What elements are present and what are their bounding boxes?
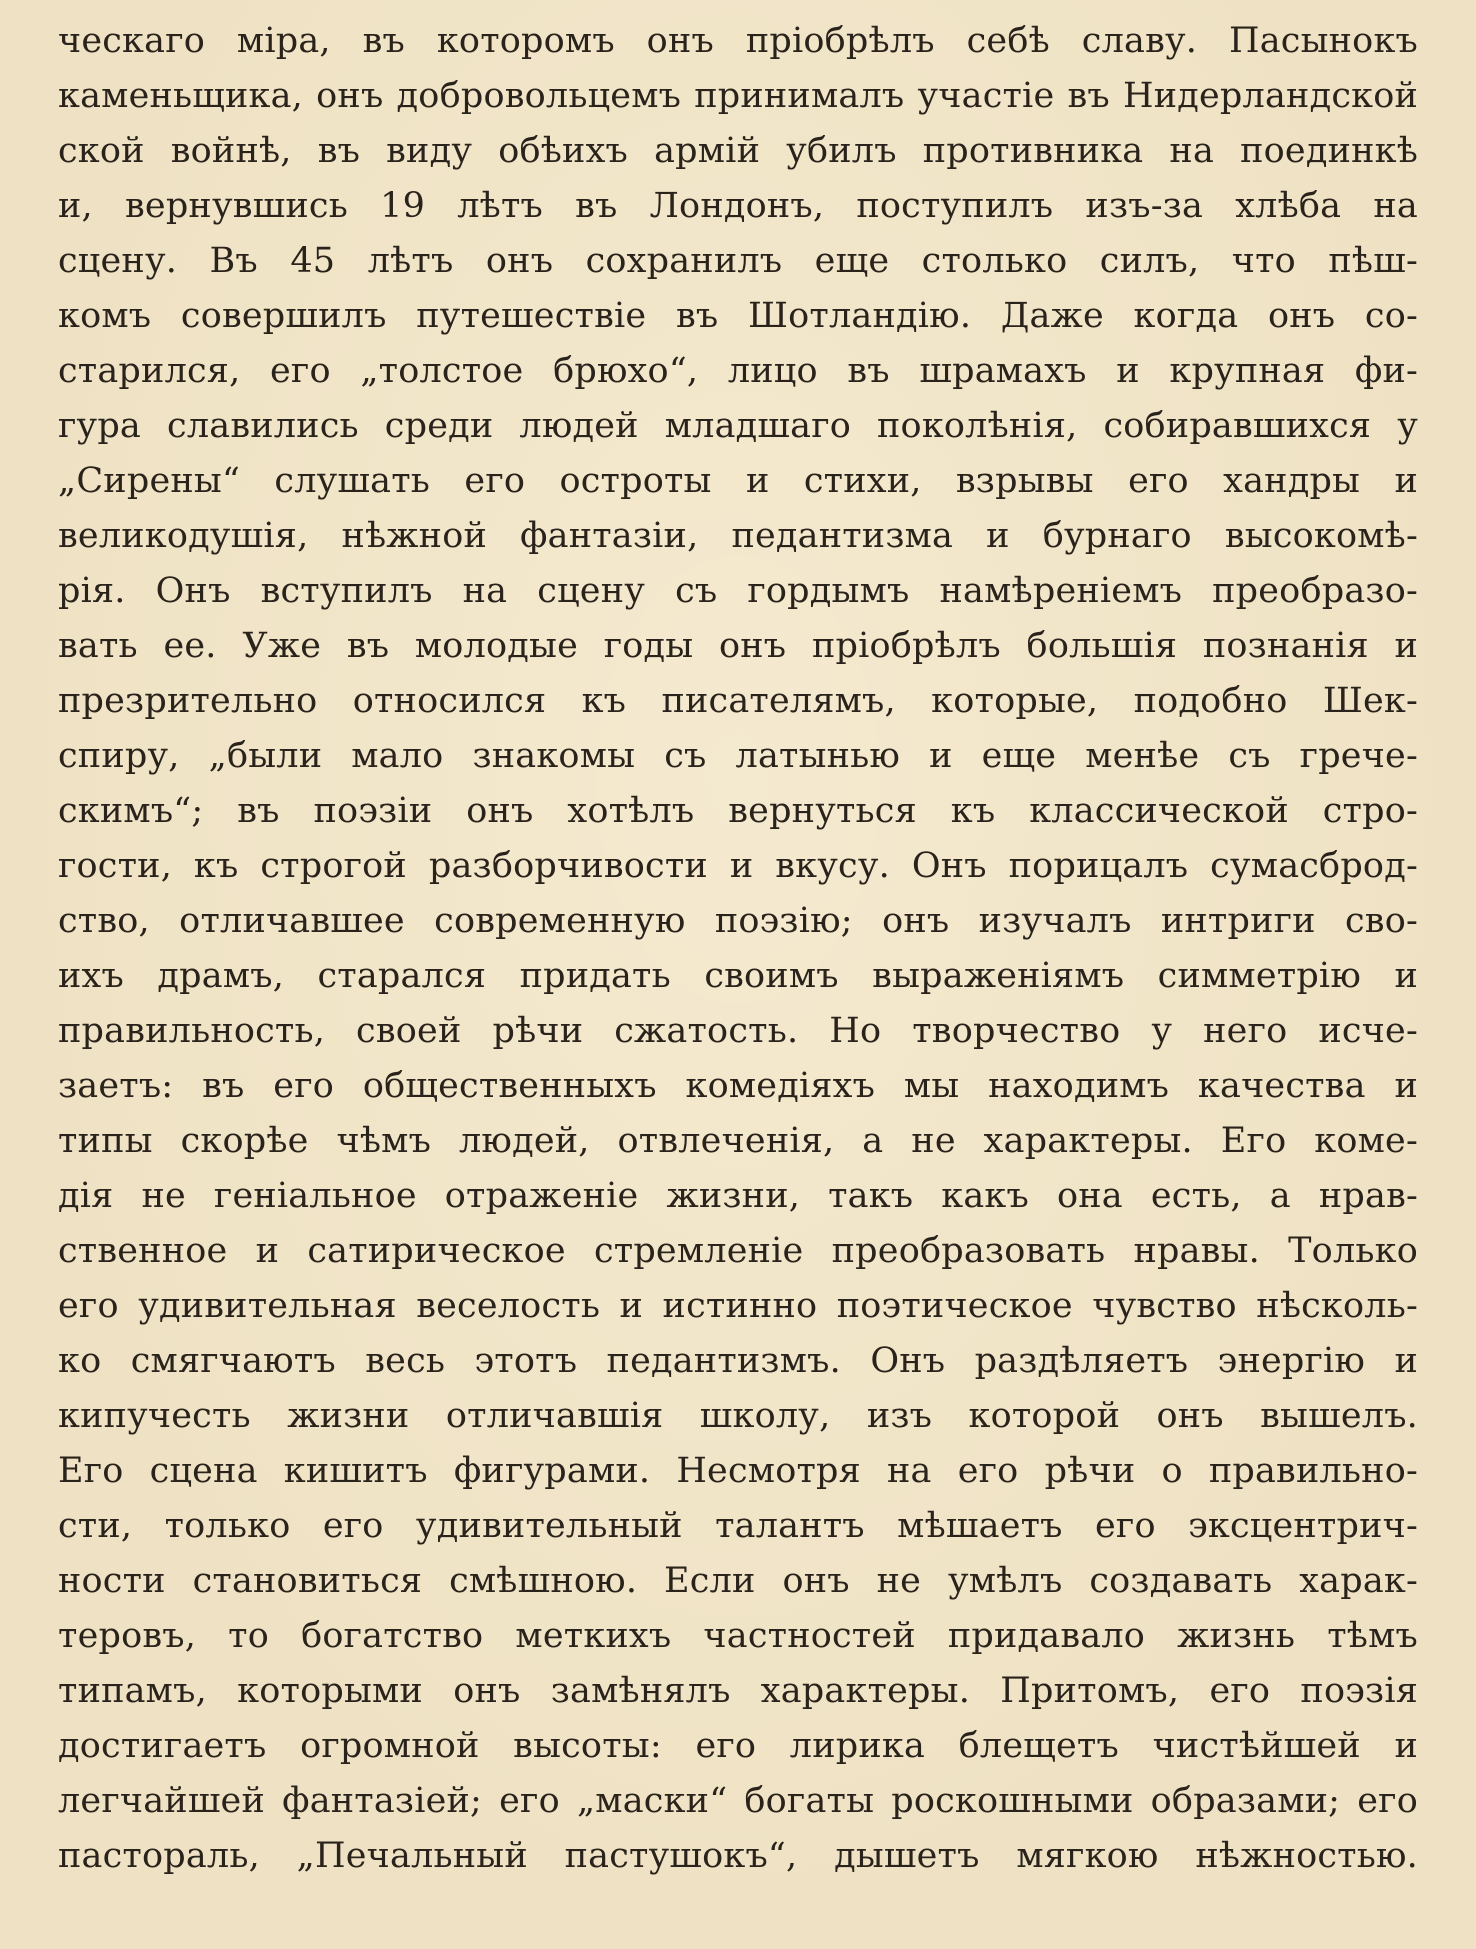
text-line: правильность, своей рѣчи сжатость. Но творчество у него исче- [58,1011,1418,1051]
text-line: ственное и сатирическое стремленіе преобразовать нравы. Только [58,1231,1418,1271]
text-line: теровъ, то богатство меткихъ частностей придавало жизнь тѣмъ [58,1616,1418,1656]
text-line: комъ совершилъ путешествіе въ Шотландію. Даже когда онъ со- [58,296,1418,336]
text-line: великодушія, нѣжной фантазіи, педантизма и бурнаго высокомѣ- [58,516,1418,556]
text-line: ческаго міра, въ которомъ онъ пріобрѣлъ себѣ славу. Пасынокъ [58,21,1418,61]
text-line: ихъ драмъ, старался придать своимъ выраженіямъ симметрію и [58,956,1418,996]
text-line: спиру, „были мало знакомы съ латынью и еще менѣе съ грече- [58,736,1418,776]
text-line: дія не геніальное отраженіе жизни, такъ какъ она есть, а нрав- [58,1176,1418,1216]
text-line: типамъ, которыми онъ замѣнялъ характеры. Притомъ, его поэзія [58,1671,1418,1711]
text-line: ство, отличавшее современную поэзію; онъ изучалъ интриги сво- [58,901,1418,941]
text-line: Его сцена кишитъ фигурами. Несмотря на его рѣчи о правильно- [58,1451,1418,1491]
text-line: достигаетъ огромной высоты: его лирика блещетъ чистѣйшей и [58,1726,1418,1766]
text-line: гости, къ строгой разборчивости и вкусу. Онъ порицалъ сумасброд- [58,846,1418,886]
text-line: каменьщика, онъ добровольцемъ принималъ участіе въ Нидерландской [58,76,1418,116]
body-text [58,14,1418,1884]
text-line: легчайшей фантазіей; его „маски“ богаты роскошными образами; его [58,1781,1418,1821]
text-line: ности становиться смѣшною. Если онъ не умѣлъ создавать харак- [58,1561,1418,1601]
text-line: сти, только его удивительный талантъ мѣшаетъ его эксцентрич- [58,1506,1418,1546]
text-line: сцену. Въ 45 лѣтъ онъ сохранилъ еще столько силъ, что пѣш- [58,241,1418,281]
text-line: типы скорѣе чѣмъ людей, отвлеченія, а не характеры. Его коме- [58,1121,1418,1161]
text-line: ко смягчаютъ весь этотъ педантизмъ. Онъ раздѣляетъ энергію и [58,1341,1418,1381]
text-line: его удивительная веселость и истинно поэтическое чувство нѣсколь- [58,1286,1418,1326]
text-line: кипучесть жизни отличавшія школу, изъ которой онъ вышелъ. [58,1396,1418,1436]
text-line: пастораль, „Печальный пастушокъ“, дышетъ мягкою нѣжностью. [58,1836,1418,1876]
text-line: заетъ: въ его общественныхъ комедіяхъ мы находимъ качества и [58,1066,1418,1106]
text-line: гура славились среди людей младшаго поколѣнія, собиравшихся у [58,406,1418,446]
text-line: вать ее. Уже въ молодые годы онъ пріобрѣлъ большія познанія и [58,626,1418,666]
text-line: ской войнѣ, въ виду обѣихъ армій убилъ противника на поединкѣ [58,131,1418,171]
text-line: скимъ“; въ поэзіи онъ хотѣлъ вернуться къ классической стро- [58,791,1418,831]
text-line: рія. Онъ вступилъ на сцену съ гордымъ намѣреніемъ преобразо- [58,571,1418,611]
text-line: „Сирены“ слушать его остроты и стихи, взрывы его хандры и [58,461,1418,501]
text-line: старился, его „толстое брюхо“, лицо въ шрамахъ и крупная фи- [58,351,1418,391]
text-line: презрительно относился къ писателямъ, которые, подобно Шек- [58,681,1418,721]
text-line: и, вернувшись 19 лѣтъ въ Лондонъ, поступилъ изъ-за хлѣба на [58,186,1418,226]
